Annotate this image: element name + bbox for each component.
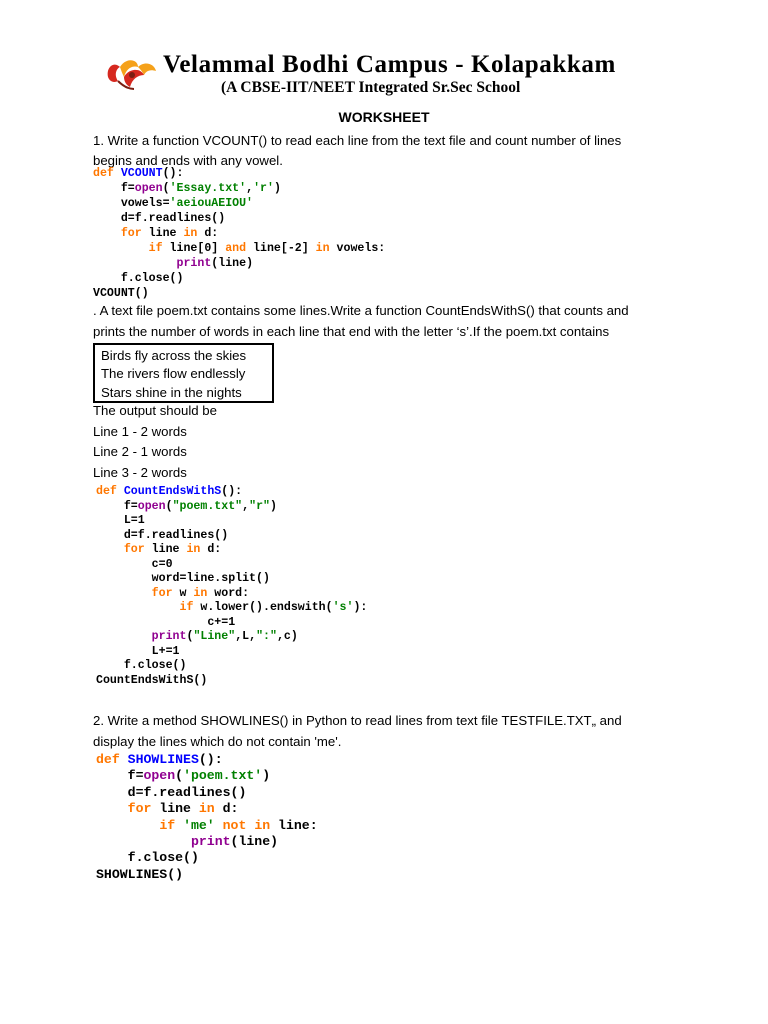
code-line: vowels='aeiouAEIOU' (93, 197, 254, 210)
code-line: SHOWLINES() (96, 866, 184, 882)
code-line: if line[0] and line[-2] in vowels: (148, 242, 386, 255)
output-line: Line 2 - 1 words (93, 444, 187, 459)
code-line: word=line.split() (96, 572, 270, 585)
q1-line-1: 1. Write a function VCOUNT() to read each line from the text file and count number of lines (93, 133, 622, 148)
school-subtitle: (A CBSE-IIT/NEET Integrated Sr.Sec School (221, 79, 521, 96)
code-line: f=open('poem.txt') (96, 768, 271, 784)
code-line: CountEndsWithS() (96, 673, 208, 687)
poem-line: The rivers flow endlessly (101, 366, 246, 382)
code-line: def SHOWLINES(): (96, 752, 223, 767)
code-line: L=1 (96, 514, 145, 527)
code-line: print(line) (176, 257, 254, 270)
code-line: c+=1 (96, 615, 236, 629)
worksheet-title: WORKSHEET (338, 109, 430, 125)
q2-line-1: 2. Write a method SHOWLINES() in Python to read lines from text file TESTFILE.TXT„ and (93, 713, 622, 728)
code-line: VCOUNT() (93, 287, 149, 300)
poem-box (93, 343, 274, 403)
code-line: f.close() (96, 659, 187, 672)
q1b-code-block (96, 485, 367, 688)
code-line: print(line) (190, 833, 279, 849)
code-line: f=open('Essay.txt','r') (93, 182, 281, 195)
code-line: if 'me' not in line: (159, 817, 318, 833)
code-line: def CountEndsWithS(): (96, 485, 243, 498)
output-line: Line 3 - 2 words (93, 465, 187, 480)
code-line: f.close() (93, 272, 184, 285)
q1-line-2: begins and ends with any vowel. (93, 153, 283, 168)
code-line: d=f.readlines() (96, 784, 247, 800)
q1b-line-2: prints the number of words in each line that end with the letter ‘s’.If the poem.txt contains (93, 324, 610, 339)
code-line: d=f.readlines() (93, 212, 226, 225)
code-line: for line in d: (120, 227, 219, 240)
code-line: for line in d: (127, 801, 239, 817)
poem-line: Birds fly across the skies (101, 348, 247, 363)
q1-code-block (93, 166, 385, 301)
q2-line-2: display the lines which do not contain 'me'. (93, 734, 342, 749)
poem-line: Stars shine in the nights (101, 384, 242, 400)
code-line: f.close() (96, 850, 199, 866)
output-line: Line 1 - 2 words (93, 424, 187, 439)
code-line: for line in d: (123, 543, 222, 556)
code-line: c=0 (96, 557, 173, 571)
q1b-line-1: . A text file poem.txt contains some lines.Write a function CountEndsWithS() that counts and (93, 303, 629, 318)
code-line: if w.lower().endswith('s'): (179, 601, 368, 614)
school-name: Velammal Bodhi Campus - Kolapakkam (163, 51, 616, 78)
school-logo (104, 55, 160, 91)
code-line: print("Line",L,":",c) (151, 630, 298, 643)
code-line: for w in word: (151, 586, 250, 600)
code-line: d=f.readlines() (96, 528, 229, 542)
q2-code-block (96, 752, 318, 883)
code-line: def VCOUNT(): (93, 167, 184, 180)
code-line: f=open("poem.txt","r") (96, 499, 277, 513)
output-label: The output should be (93, 403, 217, 418)
code-line: L+=1 (96, 644, 180, 658)
